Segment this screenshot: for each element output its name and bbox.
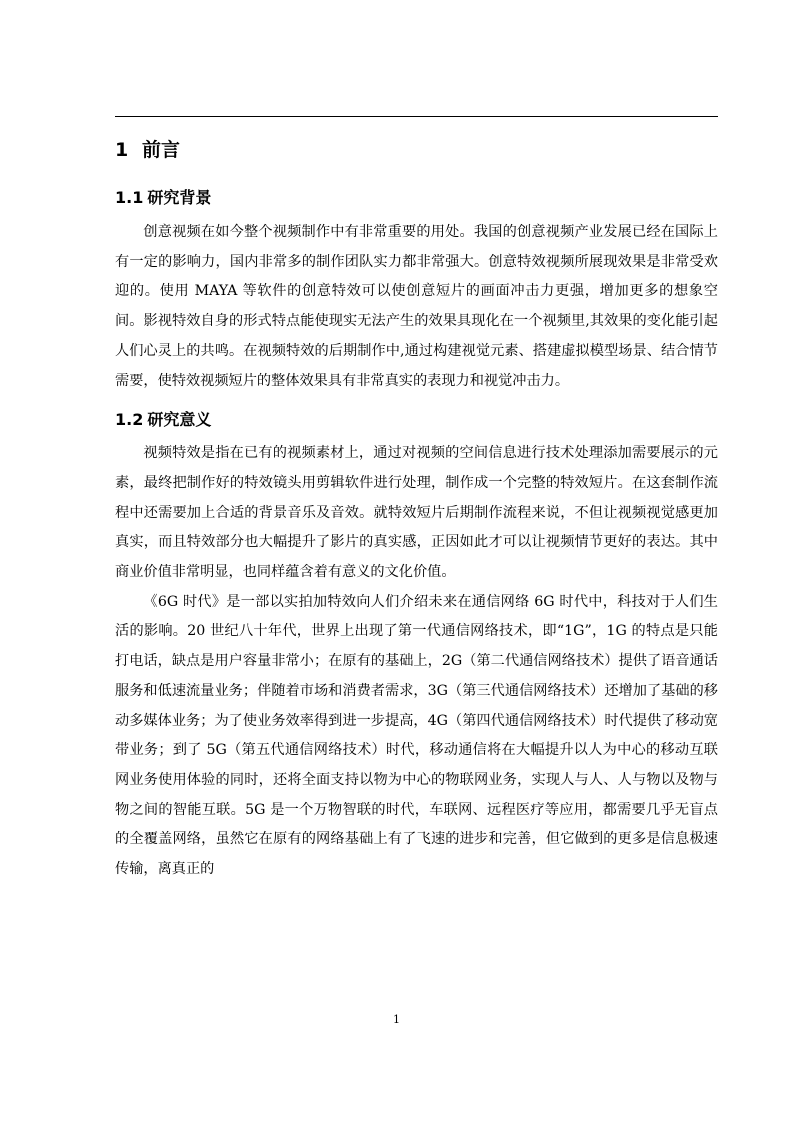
page-number: 1 [393, 1013, 400, 1026]
section-heading-significance [115, 408, 718, 432]
section-heading-background [115, 186, 718, 210]
section-number: 1.2 [115, 410, 144, 430]
body-paragraph: 视频特效是指在已有的视频素材上，通过对视频的空间信息进行技术处理添加需要展示的元素，最终把制作好的特效镜头用剪辑软件进行处理，制作成一个完整的特效短片。在这套制作流程中还需要加上合适的背景音乐及音效。就特效短片后期制作流程来说，不但让视频视觉感更加真实，而且特效部分也大幅提升了影片的真实感，正因如此才可以让视频情节更好的表达。其中商业价值非常明显，也同样蕴含着有意义的文化价值。 [115, 445, 718, 581]
section-title: 研究背景 [147, 188, 212, 207]
section-number: 1.1 [115, 188, 144, 207]
chapter-heading [115, 136, 718, 164]
body-paragraph: 《6G 时代》是一部以实拍加特效向人们介绍未来在通信网络 6G 时代中，科技对于人们生活的影响。20 世纪八十年代，世界上出现了第一代通信网络技术，即“1G”，1G 的特点是只能打电话，缺点是用户容量非常小；在原有的基础上，2G（第二代通信网络技术）提供了语音通话服务和低速流量业务；伴随着市场和消费者需求，3G（第三代通信网络技术）还增加了基础的移动多媒体业务；为了使业务效率得到进一步提高，4G（第四代通信网络技术）时代提供了移动宽带业务；到了 5G（第五代通信网络技术）时代，移动通信将在大幅提升以人为中心的移动互联网业务使用体验的同时，还将全面支持以物为中心的物联网业务，实现人与人、人与物以及物与物之间的智能互联。5G 是一个万物智联的时代，车联网、远程医疗等应用，都需要几乎无盲点的全覆盖网络，虽然它在原有的网络基础上有了飞速的进步和完善，但它做到的更多是信息极速传输，离真正的 [115, 593, 718, 878]
body-paragraph: 创意视频在如今整个视频制作中有非常重要的用处。我国的创意视频产业发展已经在国际上有一定的影响力，国内非常多的制作团队实力都非常强大。创意特效视频所展现效果是非常受欢迎的。使用 MAYA 等软件的创意特效可以使创意短片的画面冲击力更强，增加更多的想象空间。影视特效自身的形式特点能使现实无法产生的效果具现化在一个视频里,其效果的变化能引起人们心灵上的共鸣。在视频特效的后期制作中,通过构建视觉元素、搭建虚拟模型场景、结合情节需要，使特效视频短片的整体效果具有非常真实的表现力和视觉冲击力。 [115, 224, 718, 389]
chapter-number: 1 [115, 139, 129, 161]
page-content [115, 130, 718, 885]
header-rule [115, 116, 718, 117]
chapter-title: 前言 [142, 139, 181, 161]
section-title: 研究意义 [147, 410, 212, 430]
